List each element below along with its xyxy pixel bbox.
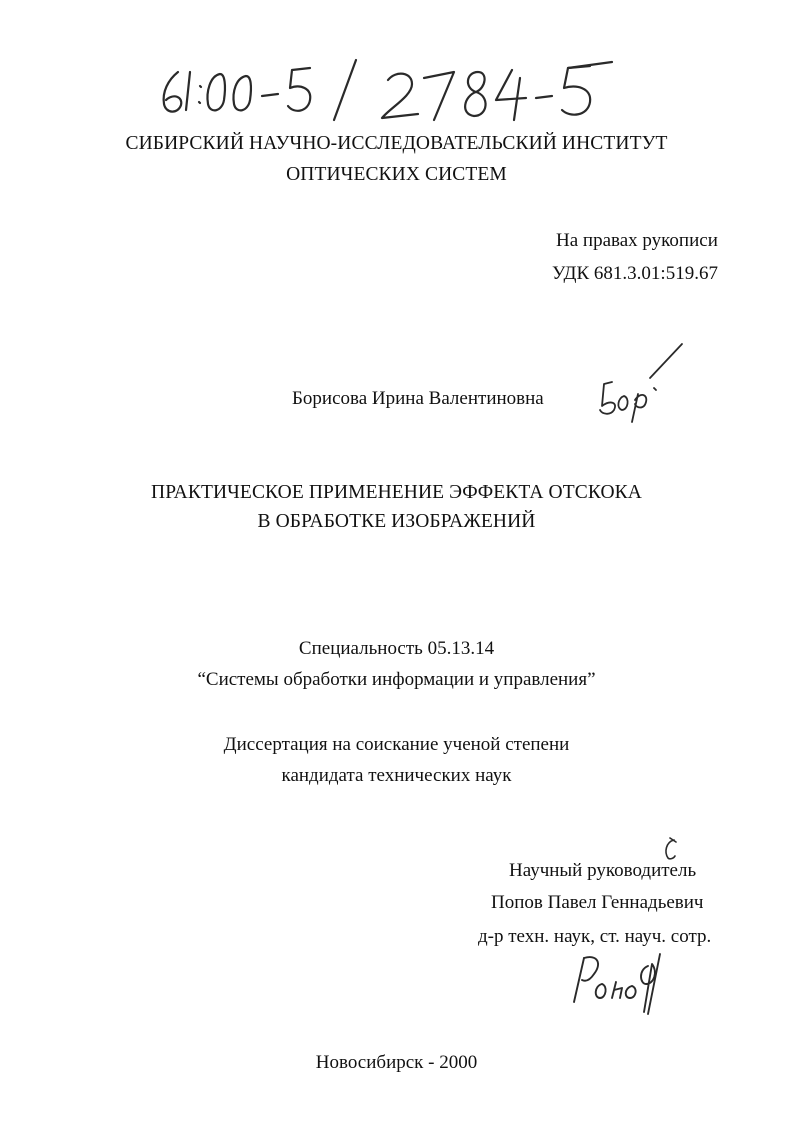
handwritten-archive-number bbox=[150, 58, 620, 130]
supervisor-label: Научный руководитель bbox=[509, 860, 697, 881]
manuscript-rights-note: На правах рукописи bbox=[556, 230, 718, 251]
degree-line1: Диссертация на соискание ученой степени bbox=[223, 734, 570, 755]
handwritten-mark bbox=[660, 836, 680, 862]
institute-name-line1: СИБИРСКИЙ НАУЧНО-ИССЛЕДОВАТЕЛЬСКИЙ ИНСТИТУТ bbox=[125, 133, 668, 154]
dissertation-title-line1: ПРАКТИЧЕСКОЕ ПРИМЕНЕНИЕ ЭФФЕКТА ОТСКОКА bbox=[151, 482, 642, 503]
author-signature bbox=[594, 340, 686, 426]
supervisor-signature bbox=[568, 944, 678, 1016]
institute-name-line2: ОПТИЧЕСКИХ СИСТЕМ bbox=[286, 164, 507, 185]
udc-code: УДК 681.3.01:519.67 bbox=[552, 263, 718, 284]
author-name: Борисова Ирина Валентиновна bbox=[292, 388, 544, 409]
specialty-name: “Системы обработки информации и управления” bbox=[197, 669, 596, 690]
city-year: Новосибирск - 2000 bbox=[315, 1052, 478, 1073]
degree-line2: кандидата технических наук bbox=[281, 765, 512, 786]
supervisor-name: Попов Павел Геннадьевич bbox=[491, 892, 704, 913]
supervisor-credentials: д-р техн. наук, ст. науч. сотр. bbox=[478, 926, 712, 947]
specialty-code: Специальность 05.13.14 bbox=[298, 638, 495, 659]
dissertation-title-line2: В ОБРАБОТКЕ ИЗОБРАЖЕНИЙ bbox=[257, 511, 536, 532]
